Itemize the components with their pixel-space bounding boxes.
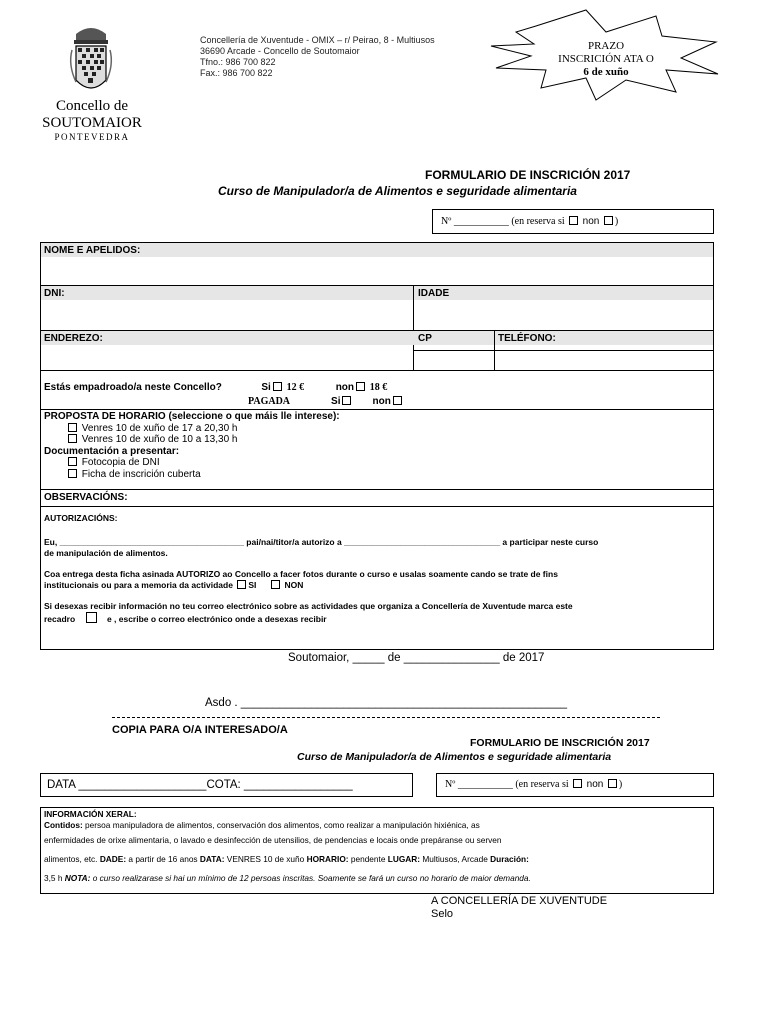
general-info-heading: INFORMACIÓN XERAL: (44, 809, 137, 819)
authorizations-heading: AUTORIZACIÓNS: (44, 513, 118, 523)
doc-form-checkbox[interactable] (68, 469, 77, 478)
phone-field[interactable] (495, 351, 712, 370)
phone-label: TELÉFONO: (498, 333, 556, 344)
address-label: ENDEREZO: (44, 333, 103, 344)
doc-dni-checkbox[interactable] (68, 457, 77, 466)
name-field[interactable] (41, 257, 713, 285)
authorizations-section: AUTORIZACIÓNS: Eu, _______________________________________ pai/nai/titor/a autorizo a _________________________________ a participar neste curso de manipulación de alimentos. Coa entrega desta ficha asinada AUTORIZO ao Concello a facer fotos durante o curso e usalas soamente cando se trate de fins institucionais ou para a memoria da actividade SI NON Si desexas recibir información no teu correo electrónico sobre as actividades que organiza a Concellería de Xuventude marca este recadro e , escribe o correo electrónico onde a desexas recibir (44, 513, 712, 625)
deadline-date: 6 de xuño (583, 66, 629, 78)
paid-yes-checkbox[interactable] (342, 396, 351, 405)
email-consent-checkbox[interactable] (86, 612, 97, 623)
schedule-heading: PROPOSTA DE HORARIO (seleccione o que máis lle interese): (44, 411, 340, 422)
postcode-label: CP (418, 333, 432, 344)
reservation-no-checkbox[interactable] (604, 216, 613, 225)
office-address: Concellería de Xuventude - OMIX – r/ Peirao, 8 - Multiusos 36690 Arcade - Concello de Soutomaior Tfno.: 986 700 822 Fax.: 986 700 822 (200, 35, 435, 78)
reservation-no-label: non (582, 216, 600, 227)
copy-heading: COPIA PARA O/A INTERESADO/A (112, 724, 288, 736)
schedule-option-1-checkbox[interactable] (68, 423, 77, 432)
signature-line: Asdo . ___________________________________________________ (205, 697, 567, 709)
observations-label: OBSERVACIÓNS: (44, 492, 128, 503)
registered-row: Estás empadroado/a neste Concello? Si 12 € non 18 € (44, 382, 388, 393)
youth-office-signature: A CONCELLERÍA DE XUVENTUDE Selo (431, 895, 608, 920)
stamp-label: Selo (431, 908, 454, 920)
dni-field[interactable] (41, 300, 413, 330)
authorization-photos: Coa entrega desta ficha asinada AUTORIZO ao Concello a facer fotos durante o curso e usalas soamente cando se trate de fins (44, 569, 558, 579)
reservation-number-label: Nº ___________ (en reserva si (441, 216, 565, 227)
age-label: IDADE (418, 288, 450, 299)
schedule-section: PROPOSTA DE HORARIO (seleccione o que máis lle interese): Venres 10 de xuño de 17 a 20,30 h Venres 10 de xuño de 10 a 13,30 h Documentación a presentar: Fotocopia de DNI Ficha de inscrición cuberta (44, 411, 340, 480)
name-label: NOME E APELIDOS: (44, 245, 141, 256)
age-field[interactable] (414, 300, 712, 330)
copy-reservation-no-checkbox[interactable] (608, 779, 617, 788)
address-field[interactable] (41, 345, 413, 370)
registered-yes-checkbox[interactable] (273, 382, 282, 391)
copy-title: FORMULARIO DE INSCRICIÓN 2017 (470, 737, 650, 749)
photos-yes-checkbox[interactable] (237, 580, 246, 589)
deadline-line1: PRAZO (587, 40, 625, 52)
general-info: INFORMACIÓN XERAL: Contidos: persoa manipuladora de alimentos, conservación dos alimentos, como realizar a manipulación hixiénica, as enfermidades de orixe alimentaria, o lavado e desinfección de utensilios, de pendencias e locais onde prepáranse ou serven alimentos, etc. DADE: a partir de 16 anos DATA: VENRES 10 de xuño HORARIO: pendente LUGAR: Multiusos, Arcade Duración: 3,5 h NOTA: o curso realizarase si hai un mínimo de 12 persoas inscritas. Soamente se fará un curso no horario de maior demanda. (44, 809, 710, 888)
deadline-line2: INSCRICIÓN ATA O (558, 53, 654, 65)
dni-label: DNI: (44, 288, 65, 299)
documents-heading: Documentación a presentar: (44, 445, 180, 457)
reservation-yes-checkbox[interactable] (569, 216, 578, 225)
paid-no-checkbox[interactable] (393, 396, 402, 405)
date-line: Soutomaior, _____ de _______________ de 2017 (288, 652, 545, 664)
cut-line (112, 717, 660, 718)
authorization-participation: Eu, _______________________________________ pai/nai/titor/a autorizo a _________________________________ a participar neste curso (44, 537, 599, 547)
photos-no-checkbox[interactable] (271, 580, 280, 589)
copy-date-fee-box (40, 773, 413, 797)
municipality-name: Concello de SOUTOMAIOR PONTEVEDRA (42, 98, 142, 142)
paid-row: PAGADA Si non (248, 396, 404, 407)
form-subtitle: Curso de Manipulador/a de Alimentos e seguridade alimentaria (218, 184, 577, 198)
reservation-number-box: Nº ___________ (en reserva si non ) (432, 209, 714, 234)
coat-of-arms-icon (66, 20, 116, 100)
copy-reservation-yes-checkbox[interactable] (573, 779, 582, 788)
copy-number-box: Nº ___________ (en reserva si non ) (436, 773, 714, 797)
copy-subtitle: Curso de Manipulador/a de Alimentos e seguridade alimentaria (297, 751, 612, 763)
registered-no-checkbox[interactable] (356, 382, 365, 391)
copy-date-fee: DATA ____________________COTA: _________________ (47, 779, 353, 791)
schedule-option-2-checkbox[interactable] (68, 434, 77, 443)
authorization-email: Si desexas recibir información no teu correo electrónico sobre as actividades que organiza a Concellería de Xuventude marca este (44, 601, 573, 611)
deadline-starburst (486, 8, 726, 103)
postcode-field[interactable] (414, 351, 494, 370)
form-title: FORMULARIO DE INSCRICIÓN 2017 (425, 168, 631, 182)
municipal-coat-of-arms (66, 20, 116, 100)
